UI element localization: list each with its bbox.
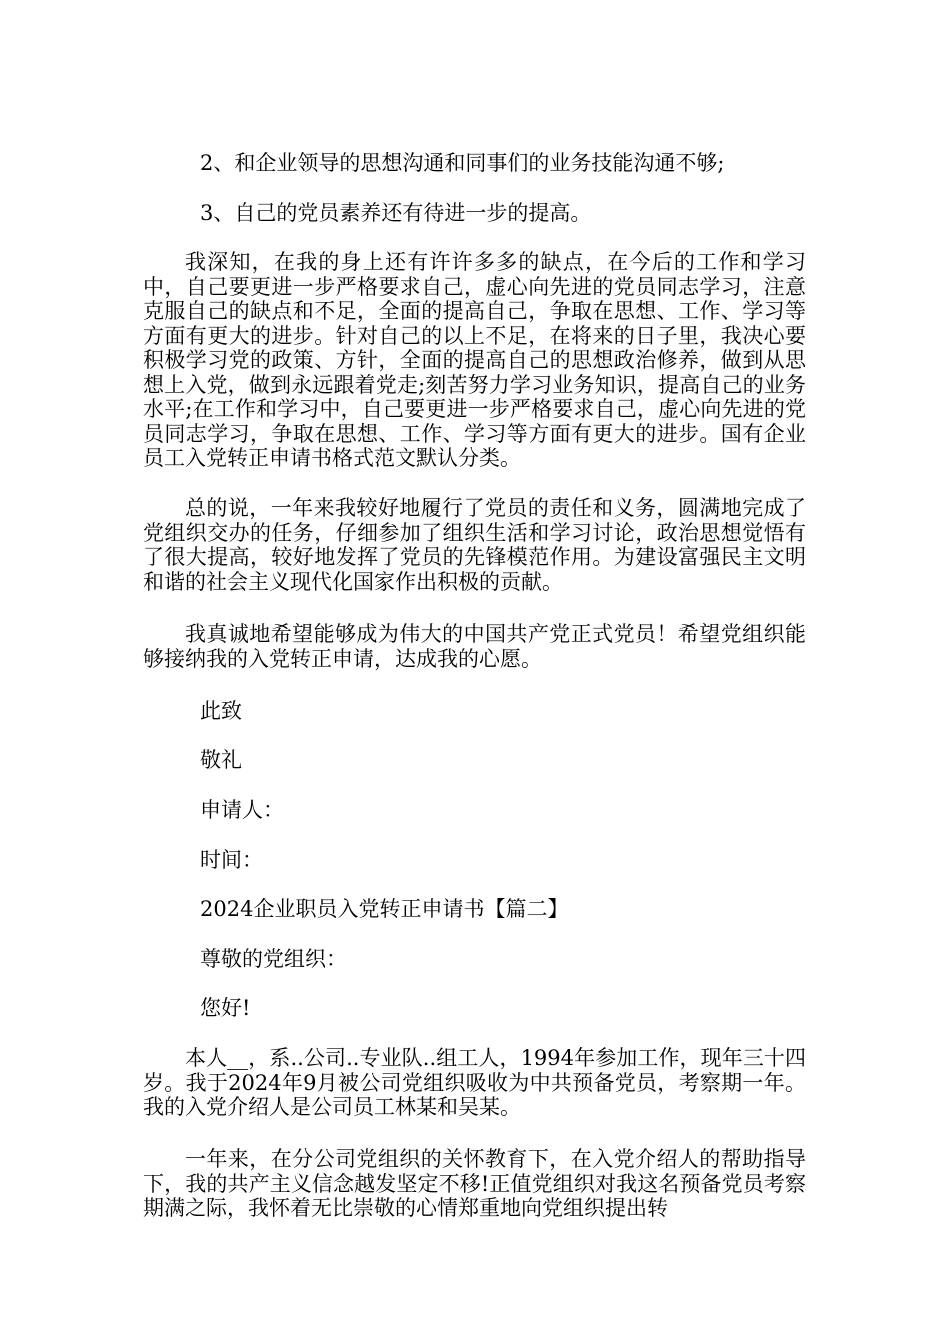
salutation: 尊敬的党组织：: [200, 947, 347, 971]
closing-cizhi: 此致: [200, 699, 242, 723]
paragraph-one-year: 一年来，在分公司党组织的关怀教育下，在入党介绍人的帮助指导下，我的共产主义信念越发坚定不移!正值党组织对我这名预备党员考察期满之际，我怀着无比崇敬的心情郑重地向党组织提出转: [143, 1147, 806, 1220]
section-heading: 2024企业职员入党转正申请书【篇二】: [200, 897, 569, 921]
paragraph-summary: 总的说，一年来我较好地履行了党员的责任和义务，圆满地完成了党组织交办的任务，仔细参加了组织生活和学习讨论，政治思想觉悟有了很大提高，较好地发挥了党员的先锋模范作用。为建设富强民主文明和谐的社会主义现代化国家作出积极的贡献。: [143, 496, 806, 594]
paragraph-wish: 我真诚地希望能够成为伟大的中国共产党正式党员！希望党组织能够接纳我的入党转正申请，达成我的心愿。: [143, 622, 806, 671]
greeting: 您好!: [200, 996, 251, 1020]
closing-jingli: 敬礼: [200, 748, 242, 772]
applicant-label: 申请人：: [200, 798, 284, 822]
paragraph-introduction: 本人__，系..公司..专业队..组工人，1994年参加工作，现年三十四岁。我于2024年9月被公司党组织吸收为中共预备党员，考察期一年。我的入党介绍人是公司员工林某和吴某。: [143, 1046, 806, 1119]
date-label: 时间：: [200, 848, 263, 872]
paragraph-self-improvement: 我深知，在我的身上还有许许多多的缺点，在今后的工作和学习中，自己要更进一步严格要求自己，虚心向先进的党员同志学习，注意克服自己的缺点和不足，全面的提高自己，争取在思想、工作、学习等方面有更大的进步。针对自己的以上不足，在将来的日子里，我决心要积极学习党的政策、方针，全面的提高自己的思想政治修养，做到从思想上入党，做到永远跟着党走;刻苦努力学习业务知识，提高自己的业务水平;在工作和学习中，自己要更进一步严格要求自己，虚心向先进的党员同志学习，争取在思想、工作、学习等方面有更大的进步。国有企业员工入党转正申请书格式范文默认分类。: [143, 250, 806, 470]
paragraph-shortcoming-2: 2、和企业领导的思想沟通和同事们的业务技能沟通不够;: [200, 151, 725, 175]
paragraph-shortcoming-3: 3、自己的党员素养还有待进一步的提高。: [200, 201, 592, 225]
